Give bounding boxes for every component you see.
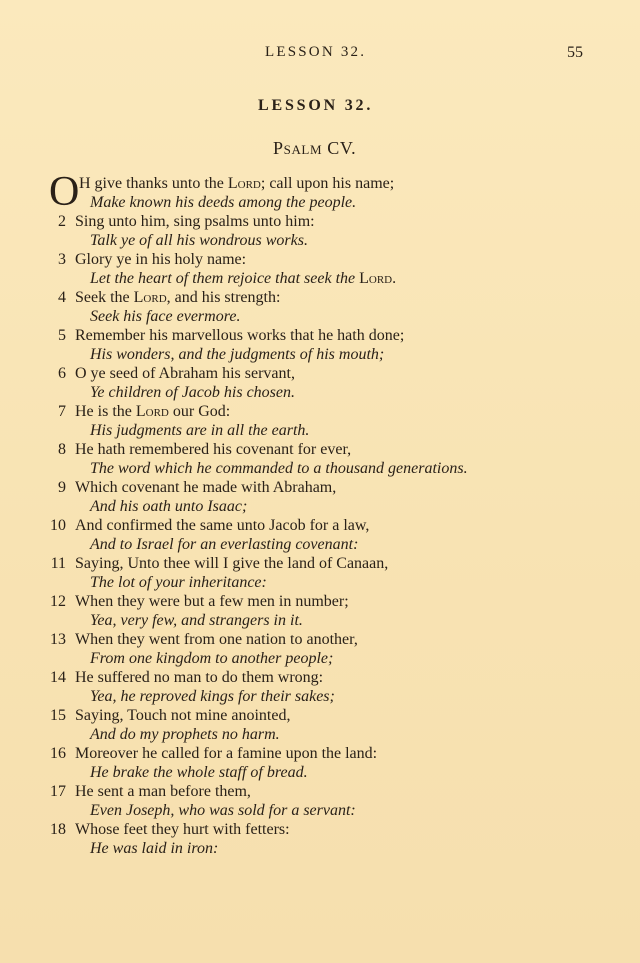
psalm-label: Psalm [273,138,323,158]
verse-line: And confirmed the same unto Jacob for a law, [75,517,370,534]
small-caps-word: Lord [227,175,261,192]
verse-text: ; call upon his name; [260,175,395,192]
verse-number: 17 [50,783,66,800]
verse-5 [0,326,640,364]
response-text: Let the heart of them rejoice that seek the [90,270,360,287]
response-line: Yea, very few, and strangers in it. [90,612,303,629]
verse-line [75,288,280,307]
verse-number: 3 [58,251,66,268]
verse-11 [0,554,640,592]
drop-cap: O [49,169,80,215]
verse-line: When they went from one nation to another, [75,631,358,648]
verse-text: He is the [75,403,136,420]
response-line: His judgments are in all the earth. [90,422,310,439]
response-line: The word which he commanded to a thousand generations. [90,460,468,477]
verse-line: He suffered no man to do them wrong: [75,669,324,686]
verse-number: 5 [58,327,66,344]
verse-number: 16 [50,745,66,762]
verse-line: Moreover he called for a famine upon the land: [75,745,378,762]
response-line [90,269,396,288]
verse-line: Remember his marvellous works that he hath done; [75,327,405,344]
response-line: His wonders, and the judgments of his mouth; [90,346,385,363]
verse-line: Saying, Unto thee will I give the land of Canaan, [75,555,389,572]
response-line: And to Israel for an everlasting covenant: [90,536,359,553]
verse-18 [0,820,640,858]
verse-13 [0,630,640,668]
verse-text: our God: [168,403,231,420]
verse-line: Sing unto him, sing psalms unto him: [75,213,315,230]
response-line: Seek his face evermore. [90,308,241,325]
verse-line [79,174,394,193]
verse-number: 10 [50,517,66,534]
page-number: 55 [567,44,583,61]
verse-line: Which covenant he made with Abraham, [75,479,337,496]
verse-number: 9 [58,479,66,496]
response-line: He was laid in iron: [90,840,219,857]
verse-14 [0,668,640,706]
response-line: Yea, he reproved kings for their sakes; [90,688,335,705]
verse-2 [0,212,640,250]
verse-3 [0,250,640,288]
verse-line: Saying, Touch not mine anointed, [75,707,291,724]
response-line: Make known his deeds among the people. [90,194,357,211]
response-line: Even Joseph, who was sold for a servant: [90,802,356,819]
verse-number: 14 [50,669,66,686]
verse-text: , and his strength: [166,289,281,306]
response-text: . [392,270,397,287]
response-line: From one kingdom to another people; [90,650,334,667]
verse-number: 12 [50,593,66,610]
small-caps-word: Lord [133,289,167,306]
verse-number: 13 [50,631,66,648]
verse-17 [0,782,640,820]
psalm-title [273,138,356,159]
verse-text: Seek the [75,289,134,306]
running-head: LESSON 32. [265,44,367,60]
response-line: And his oath unto Isaac; [90,498,248,515]
verse-number: 4 [58,289,66,306]
verse-number: 11 [50,555,66,572]
verse-line: He sent a man before them, [75,783,251,800]
response-line: He brake the whole staff of bread. [90,764,308,781]
response-line: Talk ye of all his wondrous works. [90,232,308,249]
verse-12 [0,592,640,630]
verse-16 [0,744,640,782]
small-caps-word: Lord [359,270,393,287]
lesson-title: LESSON 32. [258,97,374,114]
verse-number: 18 [50,821,66,838]
response-line: Ye children of Jacob his chosen. [90,384,296,401]
verse-1 [0,169,640,215]
verse-10 [0,516,640,554]
psalm-text [0,169,640,858]
response-line: The lot of your inheritance: [90,574,267,591]
verse-9 [0,478,640,516]
verse-number: 15 [50,707,66,724]
psalm-number: CV. [327,138,357,158]
verse-7 [0,402,640,440]
verse-4 [0,288,640,326]
verse-8 [0,440,640,478]
verse-line: He hath remembered his covenant for ever, [75,441,352,458]
verse-15 [0,706,640,744]
verse-line: When they were but a few men in number; [75,593,349,610]
verse-line [75,402,230,421]
verse-number: 8 [58,441,66,458]
verse-line: O ye seed of Abraham his servant, [75,365,295,382]
verse-number: 7 [58,403,66,420]
verse-line: Whose feet they hurt with fetters: [75,821,290,838]
verse-text: H give thanks unto the [79,175,228,192]
small-caps-word: Lord [135,403,169,420]
verse-number: 6 [58,365,66,382]
response-line: And do my prophets no harm. [90,726,280,743]
verse-line: Glory ye in his holy name: [75,251,247,268]
verse-number: 2 [58,213,66,230]
verse-6 [0,364,640,402]
